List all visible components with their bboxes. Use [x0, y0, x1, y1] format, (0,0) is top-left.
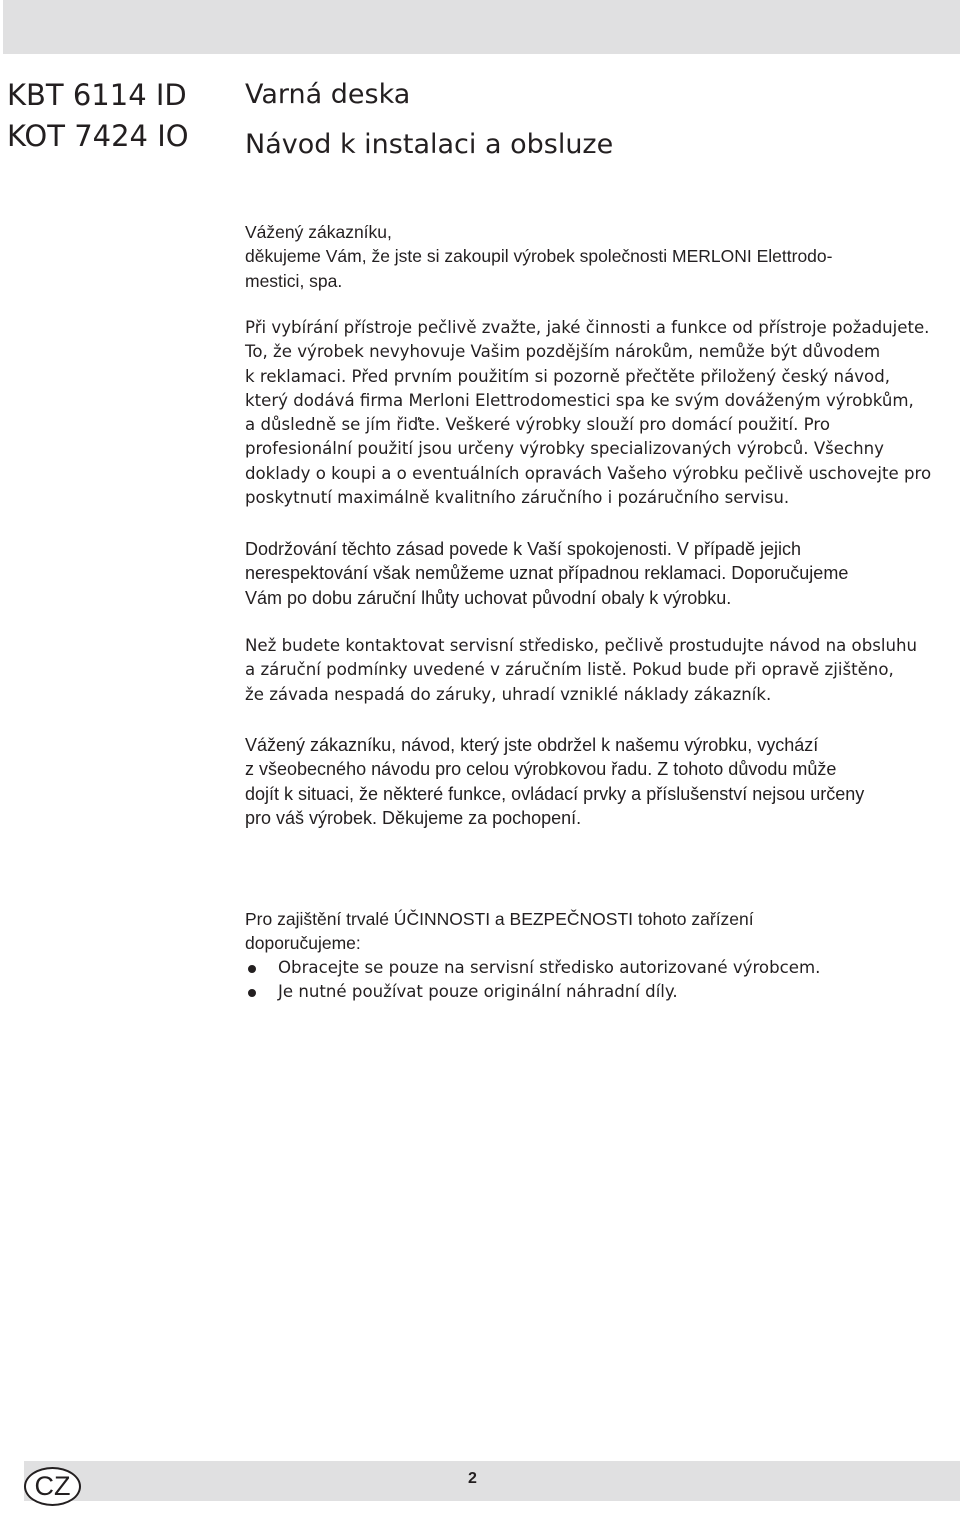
paragraph-line: a důsledně se jím řiďte. Veškeré výrobky slouží pro domácí použití. Pro: [245, 415, 830, 435]
paragraph-line: Než budete kontaktovat servisní středisko, pečlivě prostudujte návod na obsluhu: [245, 636, 918, 655]
safety-heading-line: Pro zajištění trvalé ÚČINNOSTI a BEZPEČNOSTI tohoto zařízení: [245, 909, 754, 929]
page-title: Varná deska: [245, 79, 411, 110]
safety-heading: [245, 907, 957, 956]
paragraph-line: dojít k situaci, že některé funkce, ovládací prvky a příslušenství nejsou určeny: [245, 783, 865, 804]
list-item-text: Je nutné používat pouze originální náhradní díly.: [278, 982, 678, 1002]
bullet-icon: [248, 965, 256, 973]
safety-heading-line: doporučujeme:: [245, 933, 361, 954]
paragraph-line: z všeobecného návodu pro celou výrobkovou řadu. Z tohoto důvodu může: [245, 759, 837, 780]
model-number-1: KBT 6114 ID: [7, 78, 187, 112]
paragraph-line: Vážený zákazníku, návod, který jste obdržel k našemu výrobku, vychází: [245, 735, 819, 755]
footer-band: [24, 1461, 960, 1501]
paragraph-line: nerespektování však nemůžeme uznat případnou reklamaci. Doporučujeme: [245, 563, 849, 584]
model-number-2: KOT 7424 IO: [7, 119, 189, 153]
service-paragraph: [245, 634, 957, 707]
intro-paragraph: [245, 316, 957, 510]
safety-list: [245, 956, 820, 1005]
page-number: 2: [468, 1470, 477, 1487]
notice-paragraph: [245, 733, 957, 831]
paragraph-line: To, že výrobek nevyhovuje Vašim pozdějším nárokům, nemůže být důvodem: [245, 342, 881, 362]
paragraph-line: k reklamaci. Před prvním použitím si pozorně přečtěte přiložený český návod,: [245, 366, 891, 386]
list-item-text: Obracejte se pouze na servisní středisko autorizované výrobcem.: [278, 958, 821, 977]
conditions-paragraph: [245, 537, 957, 610]
paragraph-line: a záruční podmínky uvedené v záručním listě. Pokud bude při opravě zjištěno,: [245, 660, 894, 680]
paragraph-line: doklady o koupi a o eventuálních opravách Vašeho výrobku pečlivě uschovejte pro: [245, 463, 932, 483]
greeting-line: děkujeme Vám, že jste si zakoupil výrobek společnosti MERLONI Elettrodo-: [245, 246, 833, 267]
page-subtitle: Návod k instalaci a obsluze: [245, 129, 614, 160]
paragraph-line: že závada nespadá do záruky, uhradí vzniklé náklady zákazník.: [245, 684, 772, 704]
header-band: [3, 0, 960, 54]
greeting-line: Vážený zákazníku,: [245, 222, 392, 242]
greeting-line: mestici, spa.: [245, 270, 343, 291]
paragraph-line: Vám po dobu záruční lhůty uchovat původní obaly k výrobku.: [245, 587, 732, 608]
bullet-icon: [248, 989, 256, 997]
paragraph-line: který dodává firma Merloni Elettrodomestici spa ke svým dováženým výrobkům,: [245, 390, 914, 410]
paragraph-line: profesionální použití jsou určeny výrobky specializovaných výrobců. Všechny: [245, 439, 884, 459]
language-badge: CZ: [24, 1467, 81, 1506]
paragraph-line: poskytnutí maximálně kvalitního záručního i pozáručního servisu.: [245, 488, 790, 508]
list-item: [245, 980, 820, 1004]
paragraph-line: pro váš výrobek. Děkujeme za pochopení.: [245, 808, 582, 829]
paragraph-line: Při vybírání přístroje pečlivě zvažte, jaké činnosti a funkce od přístroje požadujete.: [245, 318, 930, 337]
greeting-section: [245, 220, 957, 293]
list-item: [245, 956, 820, 980]
paragraph-line: Dodržování těchto zásad povede k Vaší spokojenosti. V případě jejich: [245, 539, 801, 559]
